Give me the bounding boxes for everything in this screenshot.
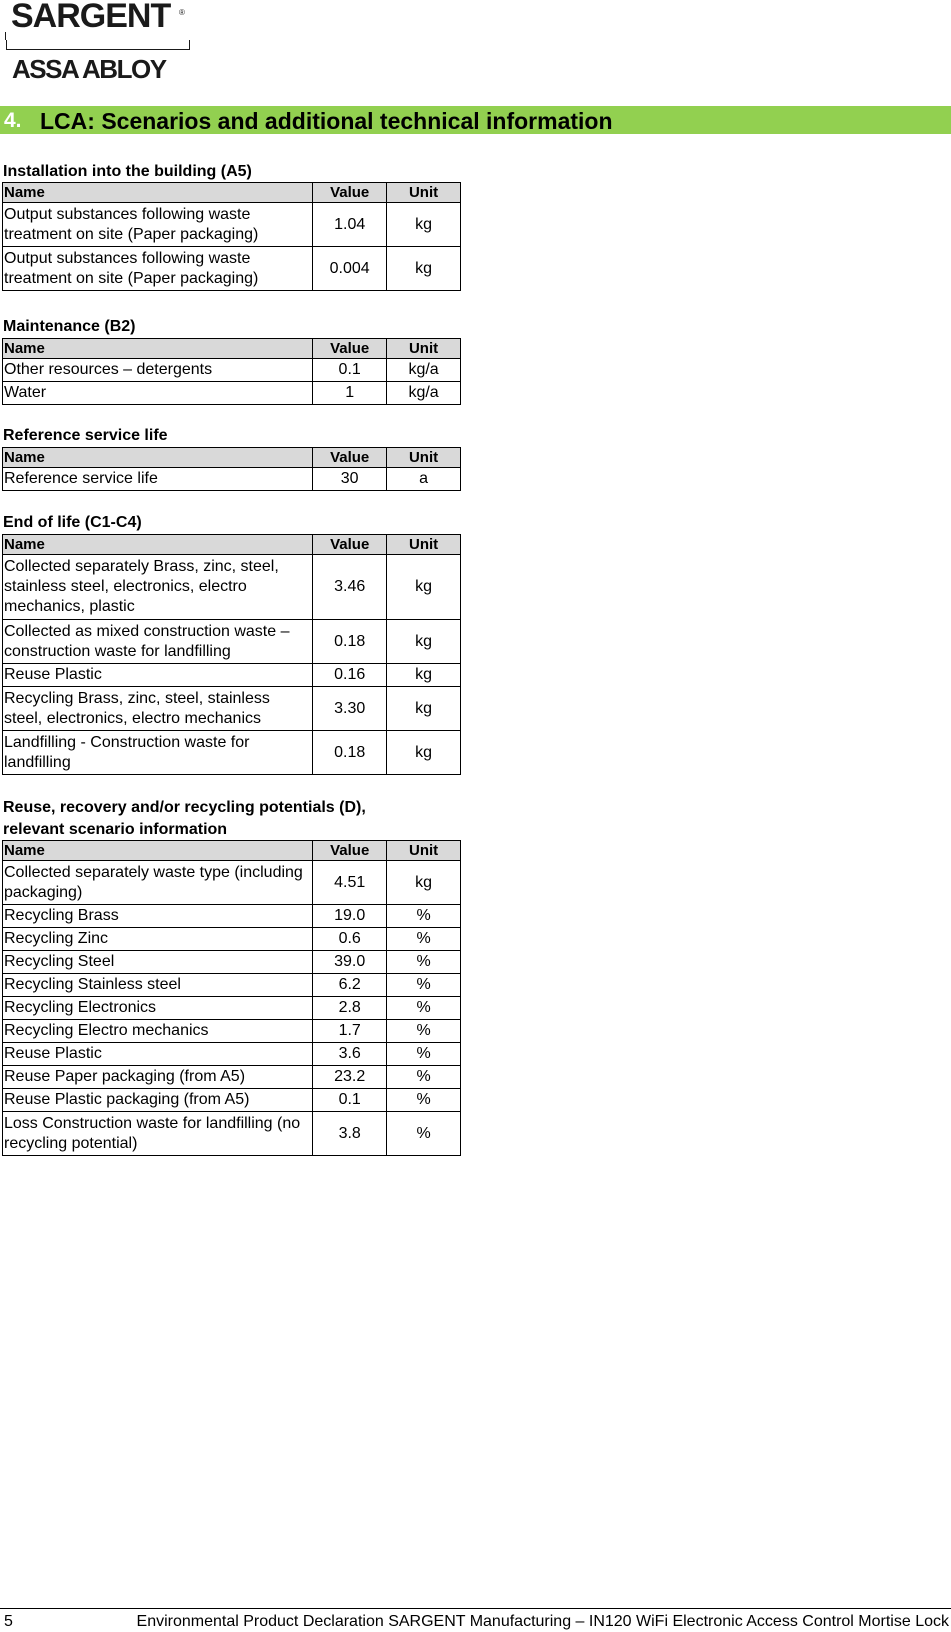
row-name: Recycling Electronics	[3, 997, 313, 1020]
table-header-row	[3, 448, 461, 468]
row-unit: kg/a	[387, 382, 461, 405]
row-unit: %	[387, 1043, 461, 1066]
row-value: 3.8	[313, 1112, 387, 1156]
header-unit: Unit	[387, 535, 461, 555]
row-name: Recycling Brass	[3, 905, 313, 928]
row-name: Recycling Steel	[3, 951, 313, 974]
table-header-row	[3, 339, 461, 359]
header-name: Name	[3, 183, 313, 203]
row-name: Recycling Brass, zinc, steel, stainless steel, electronics, electro mechanics	[3, 687, 313, 731]
table-header-row	[3, 183, 461, 203]
row-unit: kg	[387, 247, 461, 291]
table-row	[3, 1043, 461, 1066]
row-value: 0.1	[313, 1089, 387, 1112]
row-value: 0.18	[313, 620, 387, 664]
table-row	[3, 247, 461, 291]
logo-registered-mark: ®	[179, 8, 185, 17]
eol-table	[2, 534, 461, 775]
table-row	[3, 1112, 461, 1156]
footer-page-number: 5	[4, 1613, 13, 1630]
header-name: Name	[3, 841, 313, 861]
table-header-row	[3, 535, 461, 555]
table-row	[3, 974, 461, 997]
row-value: 0.6	[313, 928, 387, 951]
section-heading-bar	[0, 106, 951, 134]
row-unit: kg	[387, 555, 461, 620]
row-unit: %	[387, 1112, 461, 1156]
header-name: Name	[3, 535, 313, 555]
row-name: Recycling Stainless steel	[3, 974, 313, 997]
row-unit: %	[387, 1066, 461, 1089]
table-row	[3, 997, 461, 1020]
row-name: Landfilling - Construction waste for landfilling	[3, 731, 313, 775]
row-value: 30	[313, 468, 387, 491]
eol-section-title: End of life (C1-C4)	[3, 514, 142, 531]
row-unit: %	[387, 1020, 461, 1043]
rsl-table	[2, 447, 461, 491]
logo-bracket-line	[6, 40, 190, 50]
row-value: 2.8	[313, 997, 387, 1020]
row-value: 6.2	[313, 974, 387, 997]
row-name: Reuse Plastic packaging (from A5)	[3, 1089, 313, 1112]
b2-table	[2, 338, 461, 405]
d-section-title-line2: relevant scenario information	[3, 821, 228, 838]
row-name: Recycling Zinc	[3, 928, 313, 951]
row-value: 0.1	[313, 359, 387, 382]
table-row	[3, 687, 461, 731]
row-value: 19.0	[313, 905, 387, 928]
header-unit: Unit	[387, 183, 461, 203]
table-row	[3, 664, 461, 687]
footer-divider	[0, 1608, 951, 1609]
header-value: Value	[313, 183, 387, 203]
rsl-section-title: Reference service life	[3, 427, 168, 444]
row-name: Water	[3, 382, 313, 405]
header-value: Value	[313, 339, 387, 359]
row-name: Reuse Plastic	[3, 1043, 313, 1066]
row-name: Reuse Plastic	[3, 664, 313, 687]
table-row	[3, 951, 461, 974]
row-value: 1	[313, 382, 387, 405]
row-value: 39.0	[313, 951, 387, 974]
row-unit: kg/a	[387, 359, 461, 382]
row-name: Collected separately waste type (including packaging)	[3, 861, 313, 905]
row-value: 3.30	[313, 687, 387, 731]
row-unit: kg	[387, 861, 461, 905]
row-unit: kg	[387, 731, 461, 775]
row-name: Output substances following waste treatment on site (Paper packaging)	[3, 247, 313, 291]
row-name: Recycling Electro mechanics	[3, 1020, 313, 1043]
b2-section-title: Maintenance (B2)	[3, 318, 136, 335]
sargent-assa-abloy-logo	[6, 0, 190, 84]
row-value: 0.004	[313, 247, 387, 291]
row-value: 1.04	[313, 203, 387, 247]
row-name: Reference service life	[3, 468, 313, 491]
header-unit: Unit	[387, 841, 461, 861]
row-unit: kg	[387, 687, 461, 731]
table-row	[3, 905, 461, 928]
row-name: Reuse Paper packaging (from A5)	[3, 1066, 313, 1089]
header-value: Value	[313, 841, 387, 861]
table-row	[3, 861, 461, 905]
logo-parent-text: ASSA ABLOY	[12, 54, 166, 84]
a5-table	[2, 182, 461, 291]
row-value: 4.51	[313, 861, 387, 905]
table-row	[3, 203, 461, 247]
row-unit: kg	[387, 203, 461, 247]
d-table	[2, 840, 461, 1156]
table-row	[3, 555, 461, 620]
row-name: Loss Construction waste for landfilling (no recycling potential)	[3, 1112, 313, 1156]
row-value: 3.46	[313, 555, 387, 620]
a5-section-title: Installation into the building (A5)	[3, 163, 252, 180]
table-row	[3, 731, 461, 775]
table-row	[3, 1020, 461, 1043]
row-unit: %	[387, 997, 461, 1020]
row-unit: %	[387, 905, 461, 928]
row-unit: %	[387, 951, 461, 974]
row-unit: %	[387, 974, 461, 997]
row-name: Collected separately Brass, zinc, steel, stainless steel, electronics, electro mechanics, plastic	[3, 555, 313, 620]
header-name: Name	[3, 448, 313, 468]
table-row	[3, 928, 461, 951]
row-value: 23.2	[313, 1066, 387, 1089]
table-row	[3, 1066, 461, 1089]
header-value: Value	[313, 535, 387, 555]
header-name: Name	[3, 339, 313, 359]
row-unit: %	[387, 928, 461, 951]
section-heading-title: LCA: Scenarios and additional technical information	[40, 108, 613, 134]
footer-document-title: Environmental Product Declaration SARGENT Manufacturing – IN120 WiFi Electronic Access Control Mortise Lock	[136, 1613, 949, 1630]
row-unit: kg	[387, 620, 461, 664]
row-unit: a	[387, 468, 461, 491]
table-row	[3, 1089, 461, 1112]
table-header-row	[3, 841, 461, 861]
row-name: Output substances following waste treatment on site (Paper packaging)	[3, 203, 313, 247]
table-row	[3, 359, 461, 382]
row-value: 1.7	[313, 1020, 387, 1043]
row-unit: kg	[387, 664, 461, 687]
header-value: Value	[313, 448, 387, 468]
row-name: Collected as mixed construction waste – construction waste for landfilling	[3, 620, 313, 664]
table-row	[3, 468, 461, 491]
table-row	[3, 620, 461, 664]
row-unit: %	[387, 1089, 461, 1112]
row-value: 3.6	[313, 1043, 387, 1066]
row-value: 0.18	[313, 731, 387, 775]
row-name: Other resources – detergents	[3, 359, 313, 382]
d-section-title-line1: Reuse, recovery and/or recycling potentials (D),	[3, 799, 366, 816]
logo-brand-text: SARGENT	[11, 0, 171, 35]
header-unit: Unit	[387, 448, 461, 468]
row-value: 0.16	[313, 664, 387, 687]
header-unit: Unit	[387, 339, 461, 359]
table-row	[3, 382, 461, 405]
section-heading-number: 4.	[4, 109, 22, 132]
